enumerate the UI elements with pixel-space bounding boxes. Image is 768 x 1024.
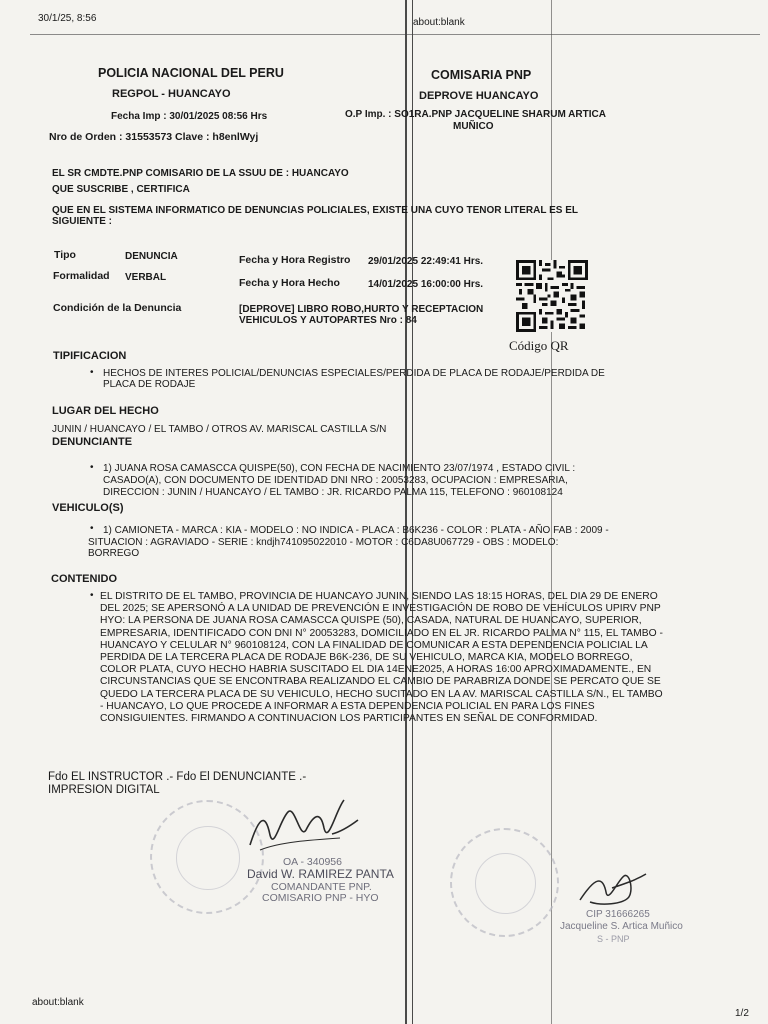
tipo-value: DENUNCIA xyxy=(125,251,178,262)
stamp-right-name: Jacqueline S. Artica Muñico xyxy=(560,921,683,932)
denunciante-line-3: DIRECCION : JUNIN / HUANCAYO / EL TAMBO : JR. RICARDO PALMA 115, TELEFONO : 960108124 xyxy=(103,487,563,498)
vehiculos-line-3: BORREGO xyxy=(88,548,140,559)
stamp-left-name: David W. RAMIREZ PANTA xyxy=(247,867,394,881)
header-right-subtitle: DEPROVE HUANCAYO xyxy=(419,90,539,102)
denunciante-line-1: 1) JUANA ROSA CAMASCCA QUISPE(50), CON FECHA DE NACIMIENTO 23/07/1974 , ESTADO CIVIL : xyxy=(103,463,576,474)
contenido-bullet: • xyxy=(90,590,94,601)
denunciante-bullet: • xyxy=(90,462,94,473)
print-url-bottom: about:blank xyxy=(32,997,84,1008)
formalidad-value: VERBAL xyxy=(125,272,167,283)
intro-line-1: EL SR CMDTE.PNP COMISARIO DE LA SSUU DE : HUANCAYO xyxy=(52,168,349,179)
intro-line-3: QUE EN EL SISTEMA INFORMATICO DE DENUNCIAS POLICIALES, EXISTE UNA CUYO TENOR LITERAL ES EL xyxy=(52,205,578,216)
print-url-top: about:blank xyxy=(413,17,465,28)
formalidad-label: Formalidad xyxy=(53,270,110,282)
signature-left xyxy=(240,790,370,860)
stamp-left-code: OA - 340956 xyxy=(283,856,342,868)
signature-right xyxy=(572,862,652,912)
contenido-line: HYO: LA PERSONA DE JUANA ROSA CAMASCCA QUISPE (50), CASADA, NATURAL DE HUANCAYO, SUPERIOR, xyxy=(100,615,642,627)
tipificacion-line-1: HECHOS DE INTERES POLICIAL/DENUNCIAS ESPECIALES/PERDIDA DE PLACA DE RODAJE/PERDIDA DE xyxy=(103,368,605,379)
contenido-line: HUANCAYO Y CELULAR N° 960108124, CON LA FINALIDAD DE COMUNICAR A ESTA DEPENDENCIA POLICIAL LA xyxy=(100,639,648,651)
contenido-line: COLOR PLATA, CUYO HECHO HABRIA SUSCITADO EL DIA 14ENE2025, A HORAS 16:00 APROXIMADAMENTE., EN xyxy=(100,664,652,676)
registro-label: Fecha y Hora Registro xyxy=(239,254,351,266)
scan-top-rule xyxy=(30,34,760,35)
contenido-line: DEL 2025; SE APERSONÓ A LA UNIDAD DE PREVENCIÓN E INVESTIGACIÓN DE ROBO DE VEHÍCULOS UPIRV PNP xyxy=(100,603,661,615)
contenido-title: CONTENIDO xyxy=(51,573,117,585)
operador-impresion-2: MUÑICO xyxy=(453,121,494,132)
denunciante-title: DENUNCIANTE xyxy=(52,436,133,448)
operador-impresion: O.P Imp. : SO1RA.PNP JACQUELINE SHARUM ARTICA xyxy=(345,109,606,120)
contenido-line: QUEDO LA TERCERA PLACA DE SU VEHICULO, HECHO SUCITADO EN LA AV. MARISCAL CASTILLA S/N., EL TAMBO xyxy=(100,688,663,700)
contenido-line: PERDIDA DE LA TERCERA PLACA DE RODAJE B6K-236, DE SU VEHICULO, MARCA KIA, MODELO BORREGO, xyxy=(100,652,633,664)
contenido-body xyxy=(100,591,665,725)
hecho-label: Fecha y Hora Hecho xyxy=(239,277,340,289)
scan-line-left xyxy=(405,0,407,1024)
vehiculos-title: VEHICULO(S) xyxy=(52,502,124,514)
contenido-line: CONSIGUIENTES. FIRMANDO A CONTINUACION LOS PARTICIPANTES EN SEÑAL DE CONFORMIDAD. xyxy=(100,713,598,725)
stamp-left-role: COMISARIO PNP - HYO xyxy=(262,892,379,904)
header-left-title: POLICIA NACIONAL DEL PERU xyxy=(98,66,284,80)
contenido-line: CIRCUNSTANCIAS QUE SE ENCONTRABA REALIZANDO EL CAMBIO DE PARABRIZA DONDE SE PERCATO QUE SE xyxy=(100,676,661,688)
qr-code-icon xyxy=(514,260,590,332)
condicion-label: Condición de la Denuncia xyxy=(53,302,182,314)
fecha-impresion: Fecha Imp : 30/01/2025 08:56 Hrs xyxy=(111,111,268,122)
intro-line-4: SIGUIENTE : xyxy=(52,216,113,227)
firmas-line-1: Fdo EL INSTRUCTOR .- Fdo El DENUNCIANTE .- xyxy=(48,771,307,783)
vehiculos-line-1: 1) CAMIONETA - MARCA : KIA - MODELO : NO INDICA - PLACA : B6K236 - COLOR : PLATA - AÑO FAB : 2009 - xyxy=(103,525,609,536)
denunciante-line-2: CASADO(A), CON DOCUMENTO DE IDENTIDAD DNI NRO : 20053283, OCUPACION : EMPRESARIA, xyxy=(103,475,568,486)
registro-value: 29/01/2025 22:49:41 Hrs. xyxy=(368,256,484,267)
qr-label: Código QR xyxy=(509,338,569,353)
contenido-line: - HUANCAYO, LO QUE PROCEDE A INFORMAR A ESTA DEPENDENCIA POLICIAL EN PARA LOS FINES xyxy=(100,700,595,712)
scan-line-left-2 xyxy=(412,0,413,1024)
nro-orden: Nro de Orden : 31553573 Clave : h8enlWyj xyxy=(49,131,259,143)
vehiculos-line-2: SITUACION : AGRAVIADO - SERIE : kndjh741095022010 - MOTOR : C6DA8U067729 - OBS : MODELO: xyxy=(88,537,559,548)
tipificacion-line-2: PLACA DE RODAJE xyxy=(103,379,196,390)
condicion-line-2: VEHICULOS Y AUTOPARTES Nro : 84 xyxy=(239,315,417,326)
condicion-line-1: [DEPROVE] LIBRO ROBO,HURTO Y RECEPTACION xyxy=(239,304,484,315)
stamp-right-seal xyxy=(450,828,559,937)
stamp-right-rank: S - PNP xyxy=(597,934,630,944)
tipificacion-bullet: • xyxy=(90,367,94,378)
contenido-line: EL DISTRITO DE EL TAMBO, PROVINCIA DE HUANCAYO JUNIN, SIENDO LAS 18:15 HORAS, DEL DIA 29 DE ENERO xyxy=(100,591,658,602)
header-right-title: COMISARIA PNP xyxy=(431,68,532,82)
firmas-line-2: IMPRESION DIGITAL xyxy=(48,784,160,796)
intro-line-2: QUE SUSCRIBE , CERTIFICA xyxy=(52,184,190,195)
contenido-line: EMPRESARIA, IDENTIFICADO CON DNI N° 20053283, DOMICILIADO EN EL JR. RICARDO PALMA N° 115, EL TAMBO - xyxy=(100,627,663,639)
header-left-subtitle: REGPOL - HUANCAYO xyxy=(112,88,231,100)
stamp-left-rank: COMANDANTE PNP. xyxy=(271,881,372,893)
print-datetime: 30/1/25, 8:56 xyxy=(38,13,97,24)
hecho-value: 14/01/2025 16:00:00 Hrs. xyxy=(368,279,484,290)
page-count: 1/2 xyxy=(735,1008,749,1019)
tipificacion-title: TIPIFICACION xyxy=(53,350,127,362)
stamp-right-cip: CIP 31666265 xyxy=(586,909,650,920)
lugar-value: JUNIN / HUANCAYO / EL TAMBO / OTROS AV. MARISCAL CASTILLA S/N xyxy=(52,424,387,435)
vehiculos-bullet: • xyxy=(90,523,94,534)
tipo-label: Tipo xyxy=(54,249,76,261)
lugar-title: LUGAR DEL HECHO xyxy=(52,405,159,417)
